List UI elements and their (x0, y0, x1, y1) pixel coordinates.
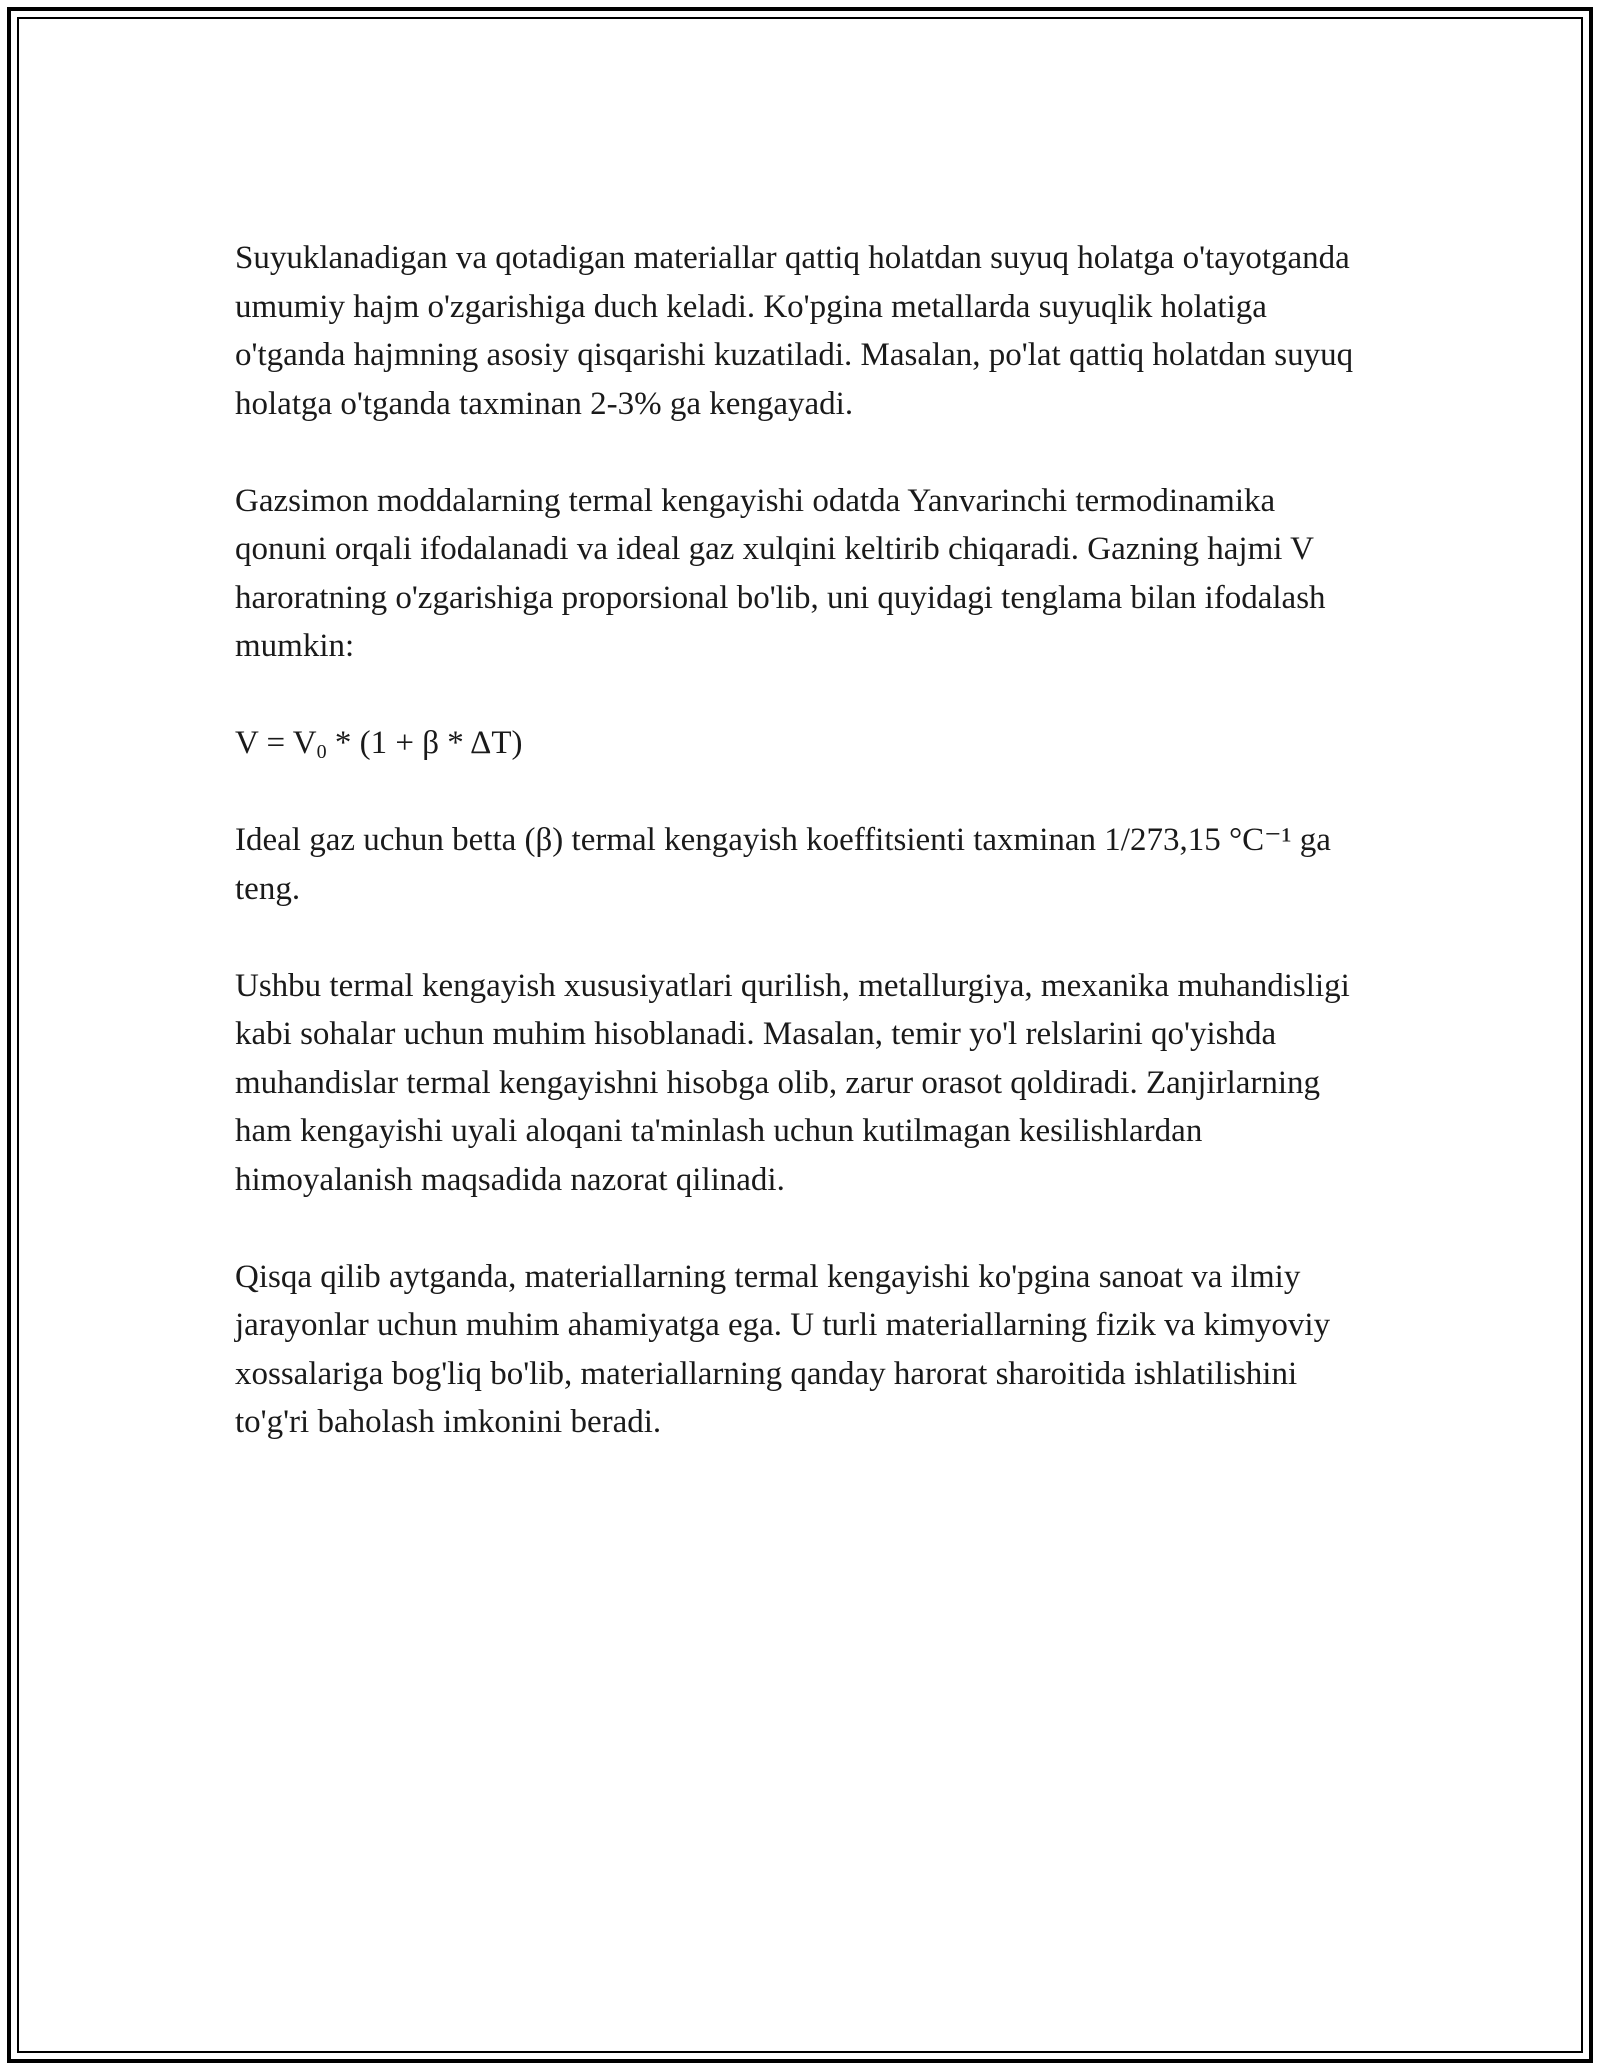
formula-subscript: 0 (316, 741, 327, 763)
document-body (235, 234, 1375, 1495)
formula-volume-expansion (235, 719, 1375, 768)
paragraph-beta-coefficient: Ideal gaz uchun betta (β) termal kengayish koeffitsienti taxminan 1/273,15 °C⁻¹ ga teng. (235, 822, 1331, 907)
formula-lhs: V = V (235, 725, 317, 761)
paragraph-melting-expansion: Suyuklanadigan va qotadigan materiallar qattiq holatdan suyuq holatga o'tayotganda umumiy hajm o'zgarishiga duch keladi. Ko'pgina metallarda suyuqlik holatiga o'tganda hajmning asosiy qisqarishi kuzatiladi. Masalan, po'lat qattiq holatdan suyuq holatga o'tganda taxminan 2-3% ga kengayadi. (235, 240, 1354, 422)
paragraph-gas-expansion: Gazsimon moddalarning termal kengayishi odatda Yanvarinchi termodinamika qonuni orqali ifodalanadi va ideal gaz xulqini keltirib chiqaradi. Gazning hajmi V haroratning o'zgarishiga proporsional bo'lib, uni quyidagi tenglama bilan ifodalash mumkin: (235, 482, 1326, 664)
paragraph-applications: Ushbu termal kengayish xususiyatlari qurilish, metallurgiya, mexanika muhandisligi kabi sohalar uchun muhim hisoblanadi. Masalan, temir yo'l relslarini qo'yishda muhandislar termal kengayishni hisobga olib, zarur orasot qoldiradi. Zanjirlarning ham kengayishi uyali aloqani ta'minlash uchun kutilmagan kesilishlardan himoyalanish maqsadida nazorat qilinadi. (235, 967, 1350, 1198)
formula-rhs: * (1 + β * ΔT) (326, 725, 523, 761)
paragraph-summary: Qisqa qilib aytganda, materiallarning termal kengayishi ko'pgina sanoat va ilmiy jarayonlar uchun muhim ahamiyatga ega. U turli materiallarning fizik va kimyoviy xossalariga bog'liq bo'lib, materiallarning qanday harorat sharoitida ishlatilishini to'g'ri baholash imkonini beradi. (235, 1258, 1331, 1440)
